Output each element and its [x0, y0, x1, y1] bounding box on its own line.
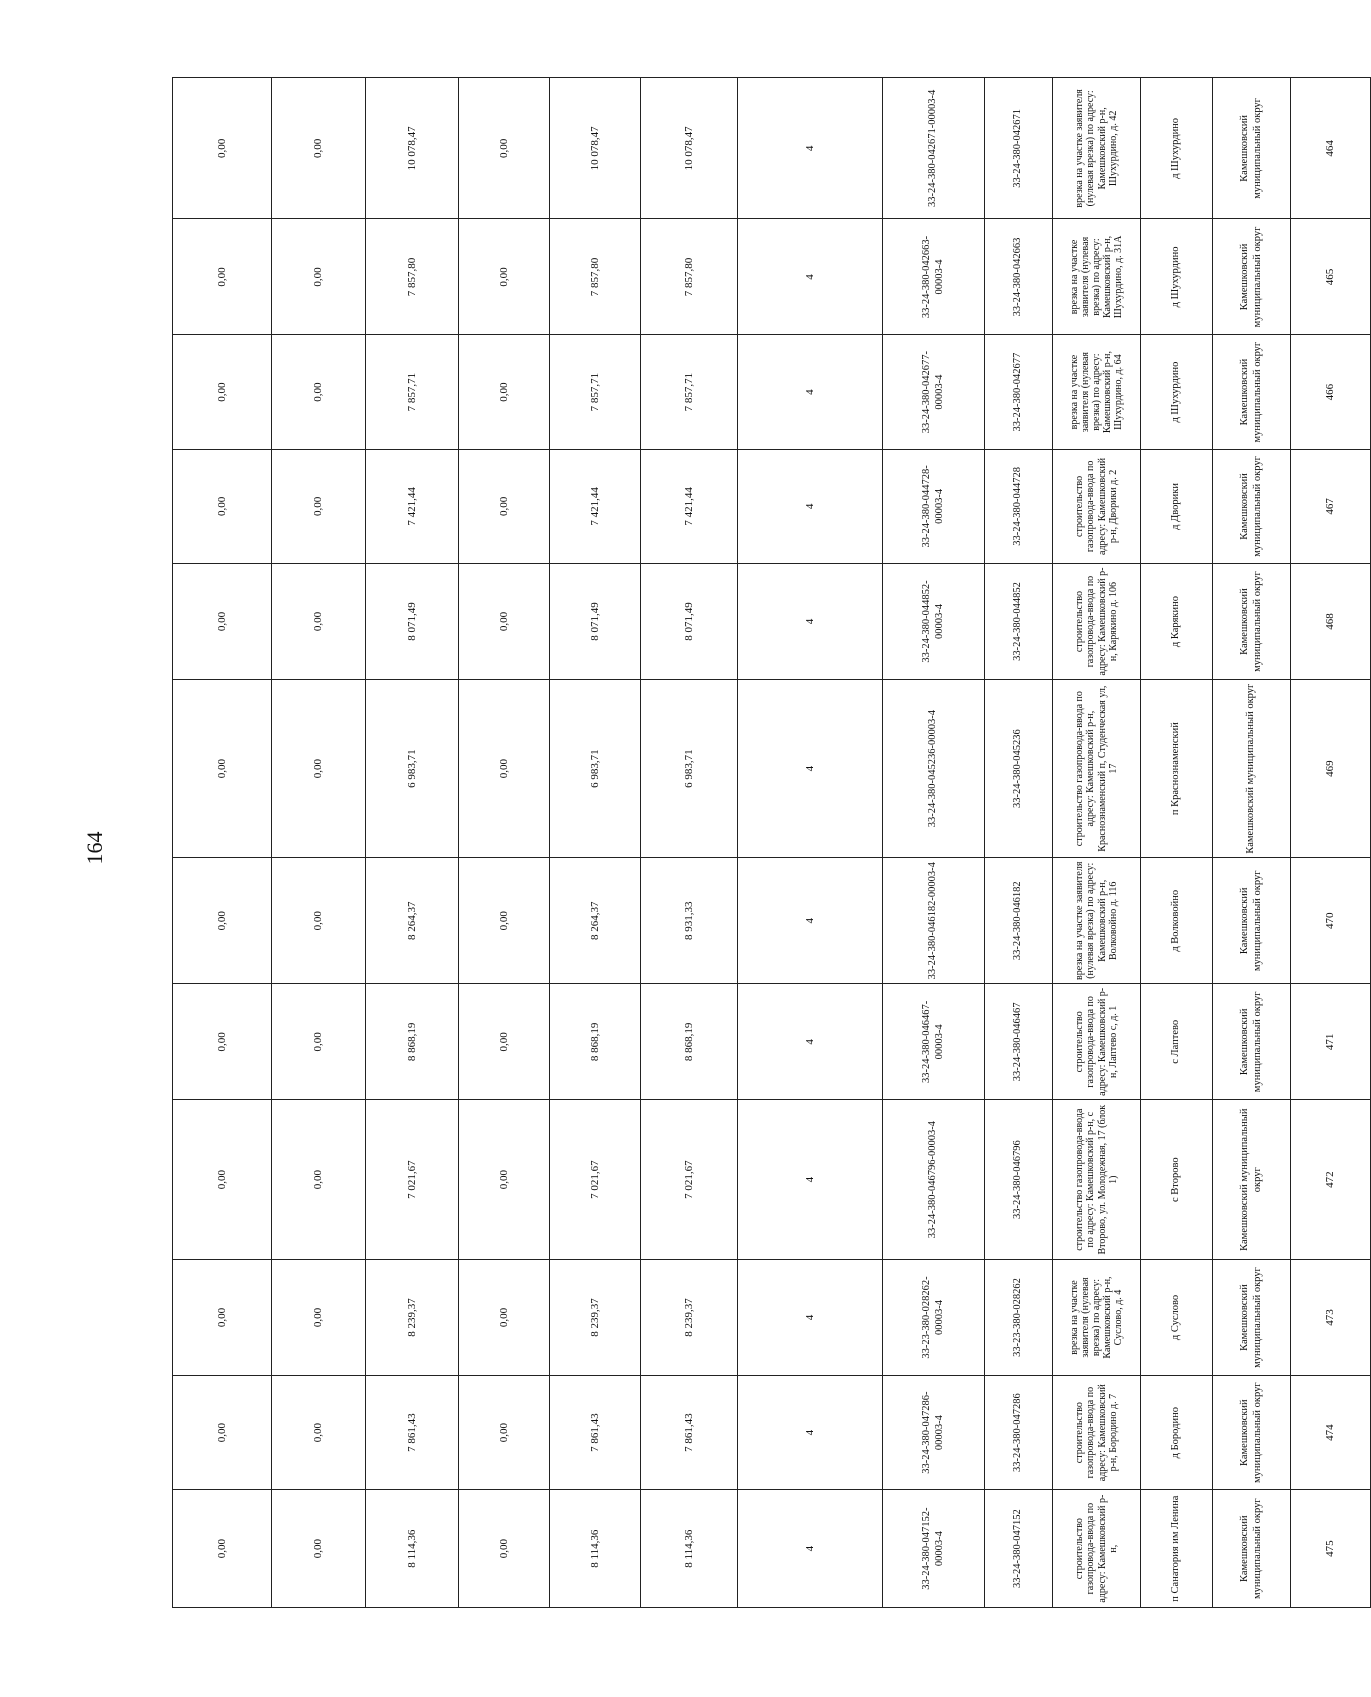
- description-cell: врезка на участке заявителя (нулевая врезка) по адресу: Камешковский р-н, Шухурдино, д. 31А: [1053, 219, 1141, 335]
- amount-5-cell: 0,00: [272, 1376, 366, 1490]
- category-cell: 4: [738, 1490, 883, 1608]
- amount-4-cell: 6 983,71: [366, 680, 459, 858]
- registry-id-cell: 33-24-380-042671-00003-4: [883, 78, 985, 219]
- row-number-cell: 466: [1291, 335, 1371, 449]
- amount-3-cell: 0,00: [459, 984, 550, 1100]
- amount-1-cell: 7 857,80: [641, 219, 738, 335]
- field-row-v6: [173, 78, 272, 1608]
- cadastral-cell: 33-24-380-045236: [985, 680, 1053, 858]
- amount-6-cell: 0,00: [173, 1376, 272, 1490]
- description-cell: строительство газопровода-ввода по адресу: Камешковский р-н, Дворики д. 2: [1053, 449, 1141, 563]
- district-cell: Камешковский муниципальный округ: [1213, 680, 1291, 858]
- amount-3-cell: 0,00: [459, 1260, 550, 1376]
- category-cell: 4: [738, 1376, 883, 1490]
- field-row-v4: [366, 78, 459, 1608]
- row-number-cell: 468: [1291, 564, 1371, 680]
- row-number-cell: 471: [1291, 984, 1371, 1100]
- rotated-table-container: [172, 78, 1337, 1608]
- amount-6-cell: 0,00: [173, 564, 272, 680]
- cadastral-cell: 33-24-380-042671: [985, 78, 1053, 219]
- amount-2-cell: 8 114,36: [550, 1490, 641, 1608]
- amount-1-cell: 8 114,36: [641, 1490, 738, 1608]
- registry-id-cell: 33-24-380-047152-00003-4: [883, 1490, 985, 1608]
- row-number-cell: 475: [1291, 1490, 1371, 1608]
- registry-id-cell: 33-24-380-046182-00003-4: [883, 858, 985, 984]
- description-cell: строительство газопровода-ввода по адресу: Камешковский р-н, Бородино д. 7: [1053, 1376, 1141, 1490]
- locality-cell: д Дворики: [1141, 449, 1213, 563]
- field-row-v1: [641, 78, 738, 1608]
- district-cell: Камешковский муниципальный округ: [1213, 1100, 1291, 1260]
- description-cell: строительство газопровода-ввода по адресу: Камешковский р-н, с Второво, ул. Молодежная, 17 (блок 1): [1053, 1100, 1141, 1260]
- amount-3-cell: 0,00: [459, 78, 550, 219]
- amount-5-cell: 0,00: [272, 449, 366, 563]
- cadastral-cell: 33-24-380-046796: [985, 1100, 1053, 1260]
- registry-id-cell: 33-24-380-042663-00003-4: [883, 219, 985, 335]
- locality-cell: д Карякино: [1141, 564, 1213, 680]
- amount-1-cell: 8 868,19: [641, 984, 738, 1100]
- amount-1-cell: 7 861,43: [641, 1376, 738, 1490]
- field-row-reg: [883, 78, 985, 1608]
- amount-2-cell: 7 421,44: [550, 449, 641, 563]
- locality-cell: п Санатория им Ленина: [1141, 1490, 1213, 1608]
- amount-2-cell: 7 021,67: [550, 1100, 641, 1260]
- amount-1-cell: 7 857,71: [641, 335, 738, 449]
- field-row-v3: [459, 78, 550, 1608]
- description-cell: строительство газопровода-ввода по адресу: Камешковский р-н, Карякино д. 106: [1053, 564, 1141, 680]
- row-number-cell: 470: [1291, 858, 1371, 984]
- cadastral-cell: 33-24-380-044728: [985, 449, 1053, 563]
- category-cell: 4: [738, 858, 883, 984]
- locality-cell: д Волковойно: [1141, 858, 1213, 984]
- category-cell: 4: [738, 78, 883, 219]
- amount-1-cell: 8 071,49: [641, 564, 738, 680]
- amount-5-cell: 0,00: [272, 78, 366, 219]
- field-row-locality: [1141, 78, 1213, 1608]
- amount-3-cell: 0,00: [459, 335, 550, 449]
- category-cell: 4: [738, 219, 883, 335]
- amount-2-cell: 8 239,37: [550, 1260, 641, 1376]
- amount-3-cell: 0,00: [459, 680, 550, 858]
- amount-3-cell: 0,00: [459, 858, 550, 984]
- registry-id-cell: 33-24-380-044852-00003-4: [883, 564, 985, 680]
- amount-1-cell: 8 931,33: [641, 858, 738, 984]
- description-cell: врезка на участке заявителя (нулевая врезка) по адресу: Камешковский р-н, Суслово, д. 4: [1053, 1260, 1141, 1376]
- amount-2-cell: 8 071,49: [550, 564, 641, 680]
- amount-5-cell: 0,00: [272, 219, 366, 335]
- field-row-cat: [738, 78, 883, 1608]
- amount-5-cell: 0,00: [272, 564, 366, 680]
- page-number: 164: [82, 831, 107, 865]
- district-cell: Камешковский муниципальный округ: [1213, 219, 1291, 335]
- amount-1-cell: 6 983,71: [641, 680, 738, 858]
- locality-cell: п Краснознаменский: [1141, 680, 1213, 858]
- amount-6-cell: 0,00: [173, 78, 272, 219]
- amount-6-cell: 0,00: [173, 984, 272, 1100]
- registry-id-cell: 33-24-380-042677-00003-4: [883, 335, 985, 449]
- amount-4-cell: 8 239,37: [366, 1260, 459, 1376]
- row-number-cell: 469: [1291, 680, 1371, 858]
- amount-5-cell: 0,00: [272, 1260, 366, 1376]
- category-cell: 4: [738, 449, 883, 563]
- description-cell: строительство газопровода-ввода по адресу: Камешковский р-н,: [1053, 1490, 1141, 1608]
- registry-id-cell: 33-24-380-044728-00003-4: [883, 449, 985, 563]
- amount-4-cell: 8 264,37: [366, 858, 459, 984]
- amount-4-cell: 7 857,80: [366, 219, 459, 335]
- amount-3-cell: 0,00: [459, 1490, 550, 1608]
- row-number-cell: 472: [1291, 1100, 1371, 1260]
- district-cell: Камешковский муниципальный округ: [1213, 1490, 1291, 1608]
- cadastral-cell: 33-24-380-047286: [985, 1376, 1053, 1490]
- description-cell: врезка на участке заявителя (нулевая врезка) по адресу: Камешковский р-н, Шухурдино, д. 64: [1053, 335, 1141, 449]
- amount-5-cell: 0,00: [272, 858, 366, 984]
- district-cell: Камешковский муниципальный округ: [1213, 1376, 1291, 1490]
- field-row-cad: [985, 78, 1053, 1608]
- locality-cell: д Шухурдино: [1141, 219, 1213, 335]
- amount-4-cell: 8 114,36: [366, 1490, 459, 1608]
- cadastral-cell: 33-24-380-044852: [985, 564, 1053, 680]
- amount-4-cell: 7 421,44: [366, 449, 459, 563]
- amount-2-cell: 7 861,43: [550, 1376, 641, 1490]
- category-cell: 4: [738, 680, 883, 858]
- amount-1-cell: 10 078,47: [641, 78, 738, 219]
- description-cell: строительство газопровода-ввода по адресу: Камешковский р-н, Лаптево с, д. 1: [1053, 984, 1141, 1100]
- registry-id-cell: 33-23-380-028262-00003-4: [883, 1260, 985, 1376]
- table-body: [173, 78, 1371, 1608]
- district-cell: Камешковский муниципальный округ: [1213, 564, 1291, 680]
- field-row-district: [1213, 78, 1291, 1608]
- district-cell: Камешковский муниципальный округ: [1213, 335, 1291, 449]
- amount-4-cell: 10 078,47: [366, 78, 459, 219]
- registry-id-cell: 33-24-380-046796-00003-4: [883, 1100, 985, 1260]
- locality-cell: с Лаптево: [1141, 984, 1213, 1100]
- amount-3-cell: 0,00: [459, 1376, 550, 1490]
- description-cell: врезка на участке заявителя (нулевая врезка) по адресу: Камешковский р-н, Шухурдино, д. 42: [1053, 78, 1141, 219]
- amount-2-cell: 6 983,71: [550, 680, 641, 858]
- amount-5-cell: 0,00: [272, 1490, 366, 1608]
- cadastral-cell: 33-24-380-046182: [985, 858, 1053, 984]
- amount-1-cell: 7 421,44: [641, 449, 738, 563]
- amount-2-cell: 8 868,19: [550, 984, 641, 1100]
- registry-id-cell: 33-24-380-045236-00003-4: [883, 680, 985, 858]
- amount-5-cell: 0,00: [272, 335, 366, 449]
- row-number-cell: 473: [1291, 1260, 1371, 1376]
- amount-6-cell: 0,00: [173, 1490, 272, 1608]
- cadastral-cell: 33-24-380-042677: [985, 335, 1053, 449]
- registry-id-cell: 33-24-380-047286-00003-4: [883, 1376, 985, 1490]
- row-number-cell: 465: [1291, 219, 1371, 335]
- category-cell: 4: [738, 1260, 883, 1376]
- cadastral-cell: 33-23-380-028262: [985, 1260, 1053, 1376]
- category-cell: 4: [738, 1100, 883, 1260]
- category-cell: 4: [738, 984, 883, 1100]
- description-cell: врезка на участке заявителя (нулевая врезка) по адресу: Камешковский р-н, Волковойно д. 116: [1053, 858, 1141, 984]
- registry-id-cell: 33-24-380-046467-00003-4: [883, 984, 985, 1100]
- locality-cell: с Второво: [1141, 1100, 1213, 1260]
- category-cell: 4: [738, 335, 883, 449]
- field-row-v5: [272, 78, 366, 1608]
- amount-4-cell: 8 071,49: [366, 564, 459, 680]
- amount-6-cell: 0,00: [173, 335, 272, 449]
- amount-5-cell: 0,00: [272, 680, 366, 858]
- cadastral-cell: 33-24-380-042663: [985, 219, 1053, 335]
- cadastral-cell: 33-24-380-047152: [985, 1490, 1053, 1608]
- district-cell: Камешковский муниципальный округ: [1213, 984, 1291, 1100]
- locality-cell: д Шухурдино: [1141, 335, 1213, 449]
- amount-6-cell: 0,00: [173, 858, 272, 984]
- amount-1-cell: 8 239,37: [641, 1260, 738, 1376]
- locality-cell: д Суслово: [1141, 1260, 1213, 1376]
- amount-6-cell: 0,00: [173, 1100, 272, 1260]
- field-row-v2: [550, 78, 641, 1608]
- amount-3-cell: 0,00: [459, 219, 550, 335]
- amount-6-cell: 0,00: [173, 219, 272, 335]
- cadastral-cell: 33-24-380-046467: [985, 984, 1053, 1100]
- amount-4-cell: 8 868,19: [366, 984, 459, 1100]
- row-number-cell: 467: [1291, 449, 1371, 563]
- amount-6-cell: 0,00: [173, 680, 272, 858]
- amount-1-cell: 7 021,67: [641, 1100, 738, 1260]
- amount-2-cell: 10 078,47: [550, 78, 641, 219]
- district-cell: Камешковский муниципальный округ: [1213, 1260, 1291, 1376]
- amount-6-cell: 0,00: [173, 1260, 272, 1376]
- description-cell: строительство газопровода-ввода по адресу: Камешковский р-н, Краснознаменский п, Студенческая ул, 17: [1053, 680, 1141, 858]
- amount-4-cell: 7 021,67: [366, 1100, 459, 1260]
- amount-2-cell: 7 857,71: [550, 335, 641, 449]
- amount-5-cell: 0,00: [272, 1100, 366, 1260]
- district-cell: Камешковский муниципальный округ: [1213, 449, 1291, 563]
- row-number-cell: 464: [1291, 78, 1371, 219]
- amount-4-cell: 7 857,71: [366, 335, 459, 449]
- amount-3-cell: 0,00: [459, 1100, 550, 1260]
- amount-3-cell: 0,00: [459, 449, 550, 563]
- amount-2-cell: 7 857,80: [550, 219, 641, 335]
- field-row-n: [1291, 78, 1371, 1608]
- amount-4-cell: 7 861,43: [366, 1376, 459, 1490]
- amount-3-cell: 0,00: [459, 564, 550, 680]
- amount-2-cell: 8 264,37: [550, 858, 641, 984]
- row-number-cell: 474: [1291, 1376, 1371, 1490]
- district-cell: Камешковский муниципальный округ: [1213, 858, 1291, 984]
- amount-6-cell: 0,00: [173, 449, 272, 563]
- category-cell: 4: [738, 564, 883, 680]
- locality-cell: д Бородино: [1141, 1376, 1213, 1490]
- district-cell: Камешковский муниципальный округ: [1213, 78, 1291, 219]
- locality-cell: д Шухурдино: [1141, 78, 1213, 219]
- table-wrapper: [172, 78, 1337, 1608]
- field-row-desc: [1053, 78, 1141, 1608]
- data-table: [172, 77, 1371, 1608]
- amount-5-cell: 0,00: [272, 984, 366, 1100]
